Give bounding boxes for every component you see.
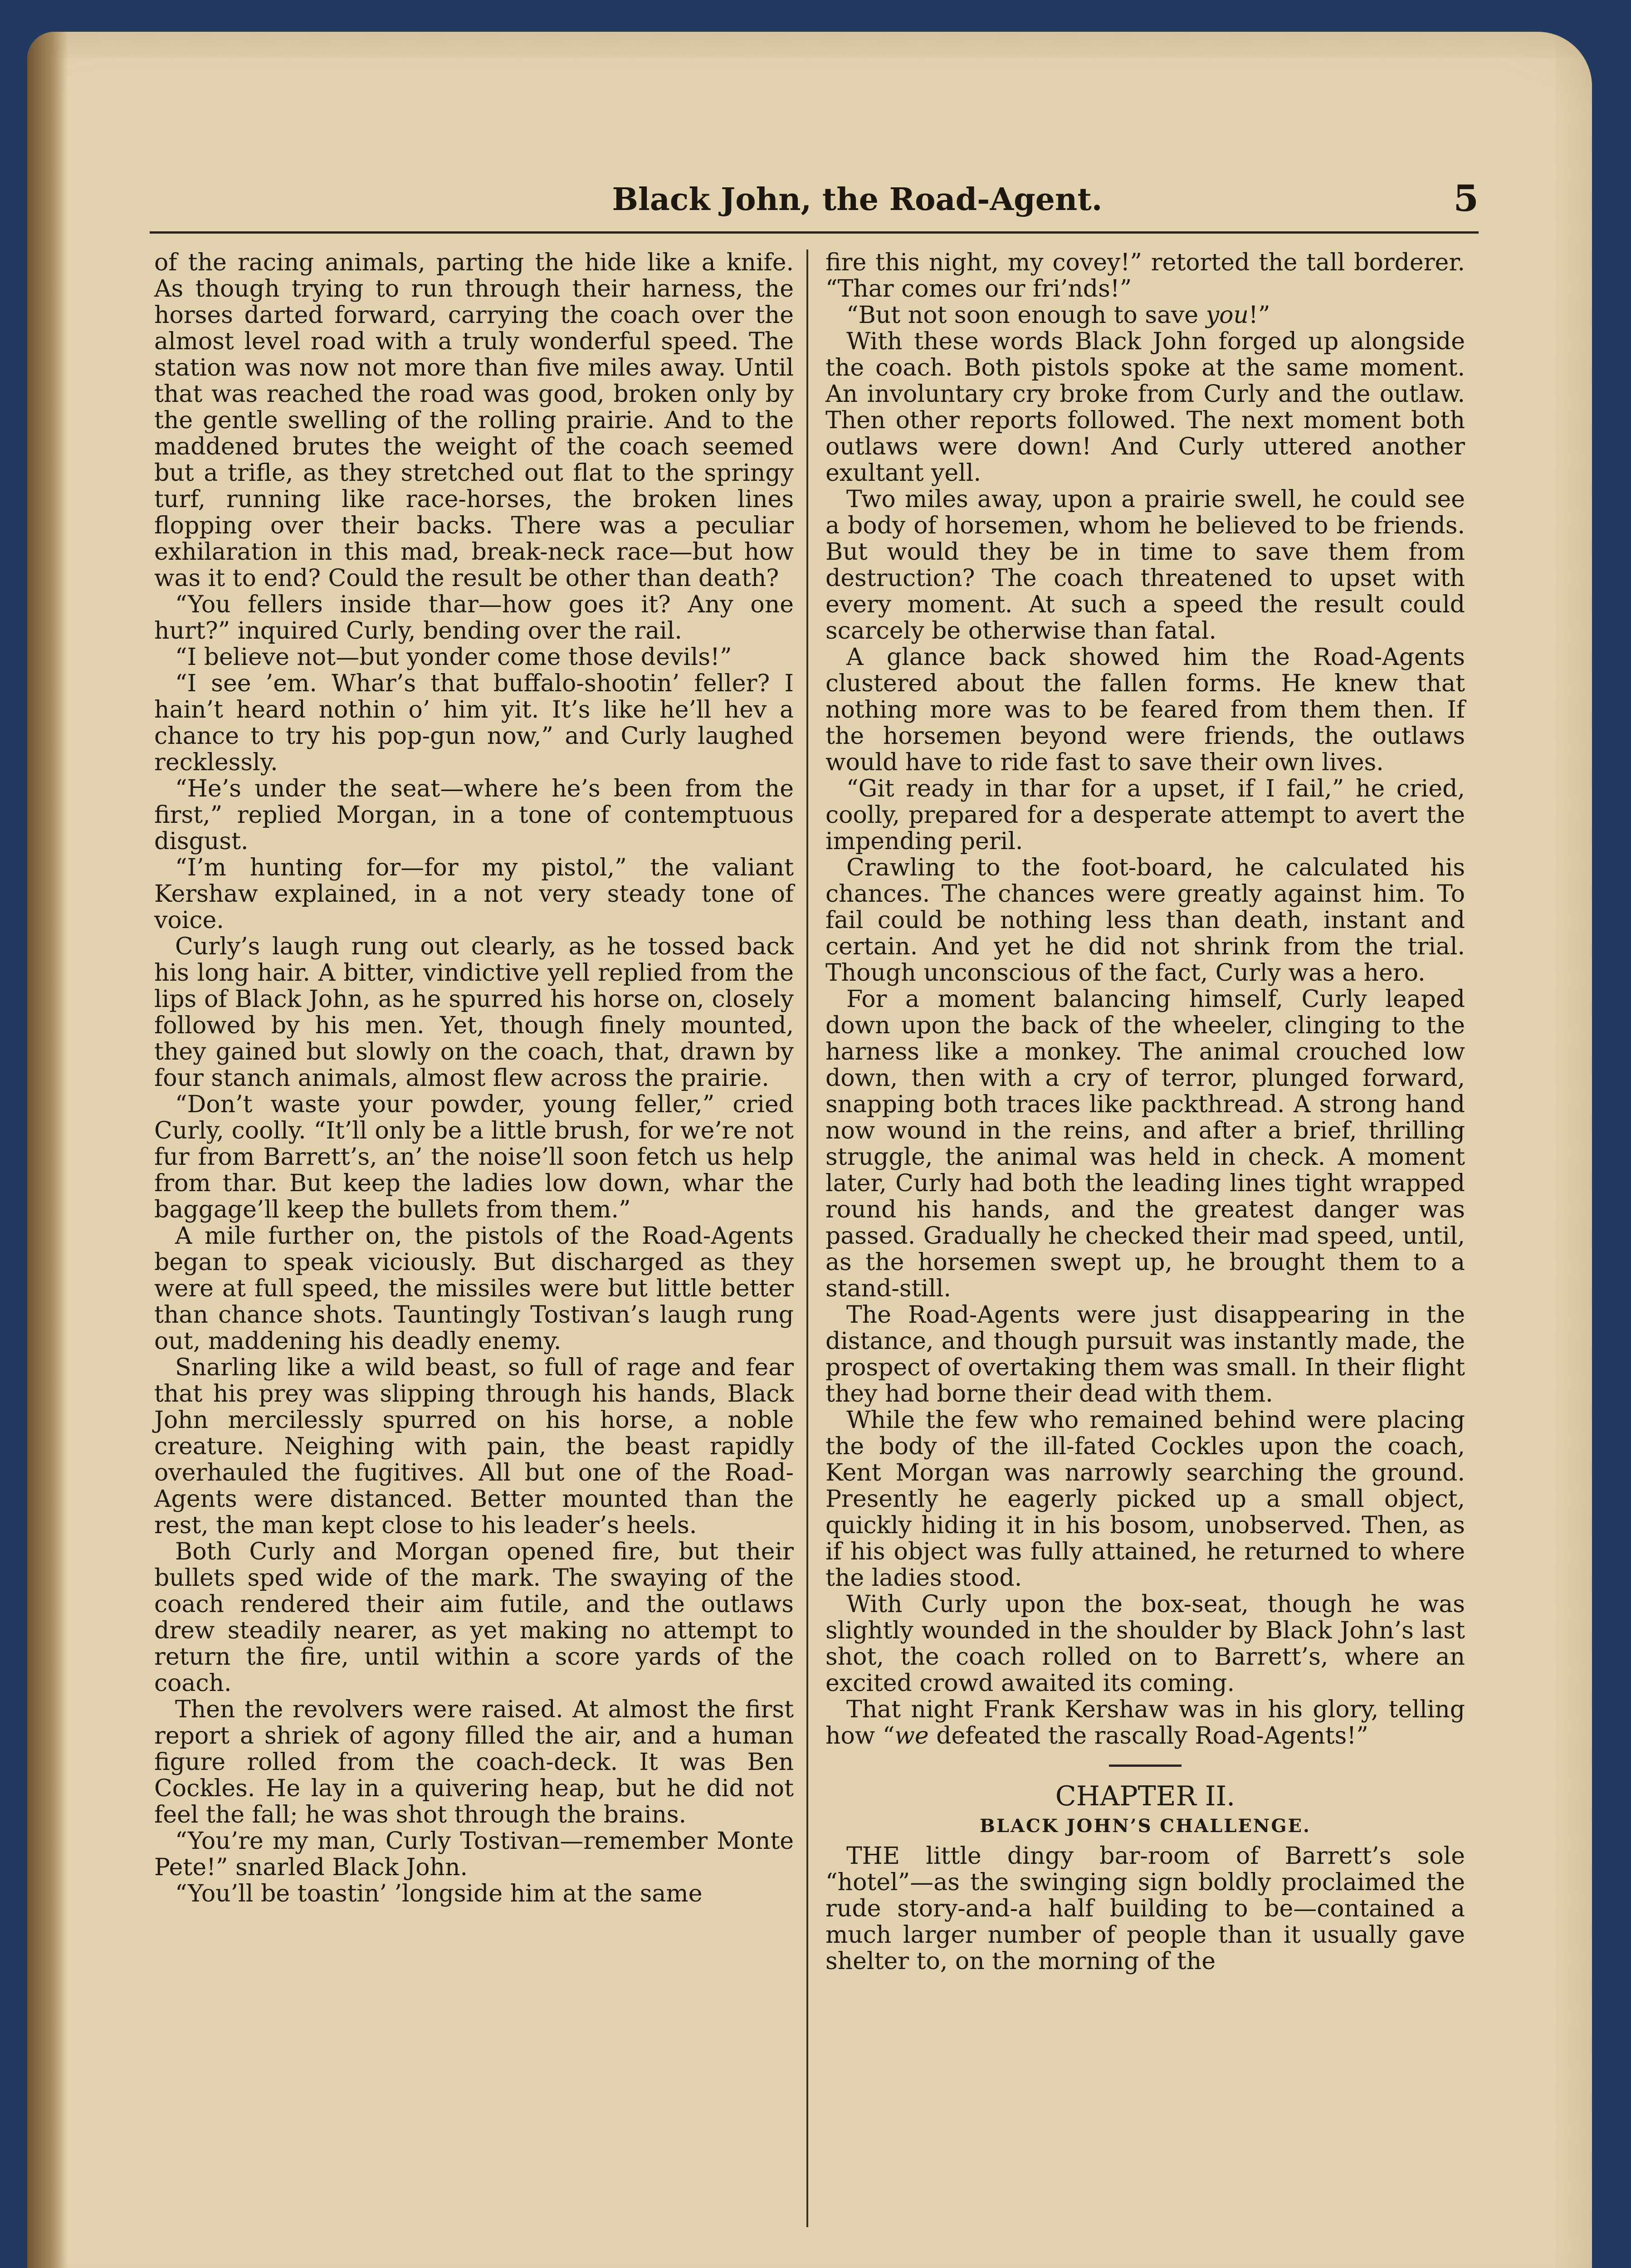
paragraph: Then the revolvers were raised. At almost the first report a shriek of agony filled the air, and a human figure rolled from the coach-deck. It was Ben Cockles. He lay in a quivering heap, but he did not feel the fall; he was shot through the brains. [154, 1696, 794, 1828]
paragraph: fire this night, my covey!” retorted the tall borderer. “Thar comes our fri’nds!” [825, 249, 1465, 303]
book-page [27, 32, 1592, 2268]
running-title: Black John, the Road-Agent. [612, 181, 1103, 218]
emphasis: we [894, 1722, 929, 1750]
paragraph: Both Curly and Morgan opened fire, but their bullets sped wide of the mark. The swaying of the coach rendered their aim futile, and the outlaws drew steadily nearer, as yet making no attempt to return the fire, until within a score yards of the coach. [154, 1538, 794, 1697]
page-spine-shadow [27, 32, 68, 2268]
paragraph: “Don’t waste your powder, young feller,” cried Curly, coolly. “It’ll only be a little brush, for we’re not fur from Barrett’s, an’ the noise’ll soon fetch us help from thar. But keep the ladies low down, whar the baggage’ll keep the bullets from them.” [154, 1091, 794, 1223]
text-run: “But not soon enough to save [846, 302, 1206, 329]
paragraph: THE little dingy bar-room of Barrett’s sole “hotel”—as the swinging sign boldly proclaimed the rude story-and-a half building to be—contained a much larger number of people than it usually gave shelter to, on the morning of the [825, 1843, 1465, 1975]
paragraph: With Curly upon the box-seat, though he was slightly wounded in the shoulder by Black John’s last shot, the coach rolled on to Barrett’s, where an excited crowd awaited its coming. [825, 1591, 1465, 1697]
section-rule [1109, 1765, 1182, 1767]
paragraph: “He’s under the seat—where he’s been from the first,” replied Morgan, in a tone of contemptuous disgust. [154, 775, 794, 855]
paragraph: A mile further on, the pistols of the Road-Agents began to speak viciously. But discharged as they were at full speed, the missiles were but little better than chance shots. Tauntingly Tostivan’s laugh rung out, maddening his deadly enemy. [154, 1222, 794, 1355]
paragraph: The Road-Agents were just disappearing in the distance, and though pursuit was instantly made, the prospect of overtaking them was small. In their flight they had borne their dead with them. [825, 1301, 1465, 1408]
chapter-title: CHAPTER II. [1055, 1780, 1235, 1812]
right-column [825, 249, 1465, 1975]
page-number: 5 [1453, 177, 1479, 220]
paragraph: A glance back showed him the Road-Agents clustered about the fallen forms. He knew that nothing more was to be feared from them then. If the horsemen beyond were friends, the outlaws would have to ride fast to save their own lives. [825, 644, 1465, 776]
paragraph: “Git ready in thar for a upset, if I fail,” he cried, coolly, prepared for a desperate attempt to avert the impending peril. [825, 775, 1465, 855]
paragraph [825, 1696, 1465, 1749]
text-run: !” [1248, 302, 1270, 329]
paragraph: “I believe not—but yonder come those devils!” [175, 644, 732, 671]
paragraph: For a moment balancing himself, Curly leaped down upon the back of the wheeler, clinging to the harness like a monkey. The animal crouched low down, then with a cry of terror, plunged forward, snapping both traces like packthread. A strong hand now wound in the reins, and after a brief, thrilling struggle, the animal was held in check. A moment later, Curly had both the leading lines tight wrapped round his hands, and the greatest danger was passed. Gradually he checked their mad speed, until, as the horsemen swept up, he brought them to a stand-still. [825, 986, 1465, 1302]
paragraph: “I see ’em. Whar’s that buffalo-shootin’ feller? I hain’t heard nothin o’ him yit. It’s like he’ll hev a chance to try his pop-gun now,” and Curly laughed recklessly. [154, 670, 794, 776]
paragraph: Curly’s laugh rung out clearly, as he tossed back his long hair. A bitter, vindictive yell replied from the lips of Black John, as he spurred his horse on, closely followed by his men. Yet, though finely mounted, they gained but slowly on the coach, that, drawn by four stanch animals, almost flew across the prairie. [154, 933, 794, 1092]
text-run: defeated the rascally Road-Agents!” [928, 1722, 1368, 1750]
text-run: That night Frank Kershaw was in his glory, telling how “ [825, 1696, 1465, 1750]
header-rule [150, 231, 1479, 234]
paragraph: With these words Black John forged up alongside the coach. Both pistols spoke at the same moment. An involuntary cry broke from Curly and the outlaw. Then other reports followed. The next moment both outlaws were down! And Curly uttered another exultant yell. [825, 328, 1465, 487]
paragraph [825, 302, 1465, 328]
paragraph: of the racing animals, parting the hide like a knife. As though trying to run through their harness, the horses darted forward, carrying the coach over the almost level road with a truly wonderful speed. The station was now not more than five miles away. Until that was reached the road was good, broken only by the gentle swelling of the rolling prairie. And to the maddened brutes the weight of the coach seemed but a trifle, as they stretched out flat to the springy turf, running like race-horses, the broken lines flopping over their backs. There was a peculiar exhilaration in this mad, break-neck race—but how was it to end? Could the result be other than death? [154, 249, 794, 592]
left-column [154, 249, 794, 1907]
paragraph: “You’re my man, Curly Tostivan—remember Monte Pete!” snarled Black John. [154, 1828, 794, 1881]
paragraph: Two miles away, upon a prairie swell, he could see a body of horsemen, whom he believed to be friends. But would they be in time to save them from destruction? The coach threatened to upset with every moment. At such a speed the result could scarcely be otherwise than fatal. [825, 486, 1465, 645]
paragraph: “You’ll be toastin’ ’longside him at the same [175, 1880, 703, 1907]
paragraph: “I’m hunting for—for my pistol,” the valiant Kershaw explained, in a not very steady tone of voice. [154, 854, 794, 934]
paragraph: Snarling like a wild beast, so full of rage and fear that his prey was slipping through his hands, Black John mercilessly spurred on his horse, a noble creature. Neighing with pain, the beast rapidly overhauled the fugitives. All but one of the Road-Agents were distanced. Better mounted than the rest, the man kept close to his leader’s heels. [154, 1354, 794, 1539]
chapter-subtitle: BLACK JOHN’S CHALLENGE. [980, 1815, 1311, 1837]
paragraph: “You fellers inside thar—how goes it? Any one hurt?” inquired Curly, bending over the rail. [154, 591, 794, 645]
paragraph: Crawling to the foot-board, he calculated his chances. The chances were greatly against him. To fail could be nothing less than death, instant and certain. And yet he did not shrink from the trial. Though unconscious of the fact, Curly was a hero. [825, 854, 1465, 987]
paragraph: While the few who remained behind were placing the body of the ill-fated Cockles upon the coach, Kent Morgan was narrowly searching the ground. Presently he eagerly picked up a small object, quickly hiding it in his bosom, unobserved. Then, as if his object was fully attained, he returned to where the ladies stood. [825, 1407, 1465, 1592]
running-head [154, 168, 1479, 227]
column-divider [806, 249, 808, 2227]
emphasis: you [1206, 302, 1249, 329]
